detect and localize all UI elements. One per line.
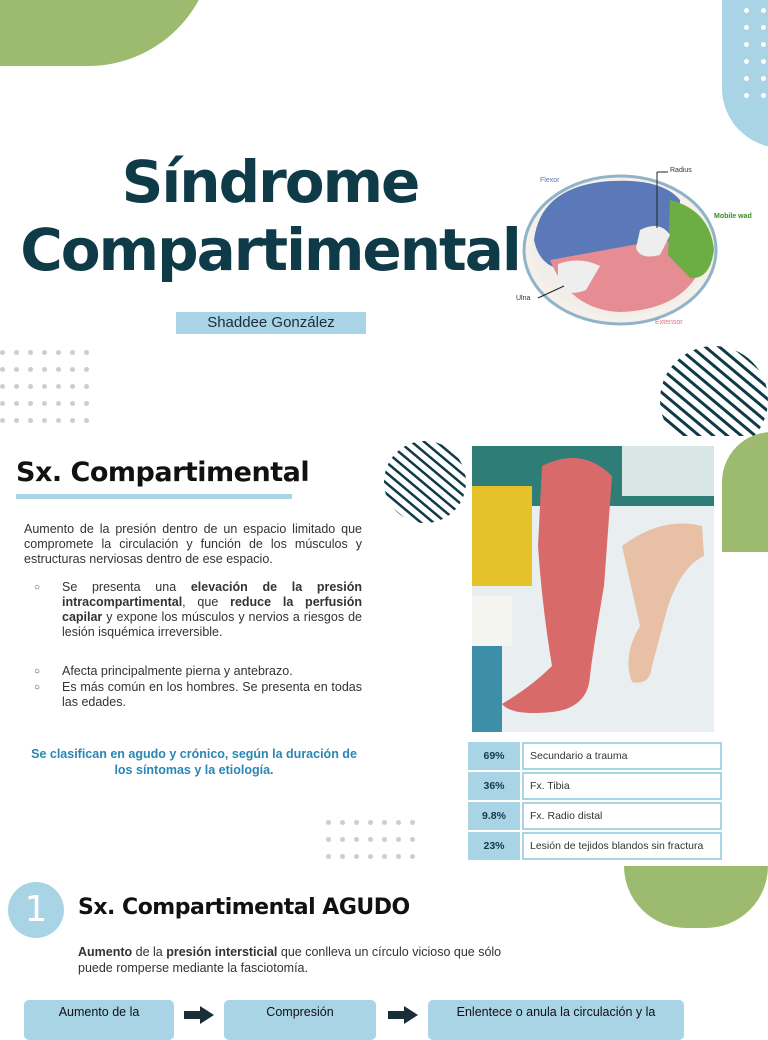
flow-step-1: Aumento de la xyxy=(24,1000,174,1040)
flow-arrow-icon xyxy=(388,1006,418,1024)
stat-description: Fx. Radio distal xyxy=(522,802,722,830)
decor-dots-center xyxy=(326,820,415,859)
table-row xyxy=(468,772,722,800)
title-line-2: Compartimental xyxy=(20,216,520,284)
table-row xyxy=(468,802,722,830)
decor-striped-circle-right xyxy=(660,346,768,436)
stats-table xyxy=(466,740,724,862)
decor-green-blob-top-left xyxy=(0,0,214,66)
bullet-item-3: ○ Es más común en los hombres. Se presenta en todas las edades. xyxy=(62,680,362,710)
decor-green-half-circle-bottom-right xyxy=(624,866,768,928)
author-name: Shaddee González xyxy=(176,312,366,334)
section-title-underline xyxy=(16,494,292,499)
classification-note: Se clasifican en agudo y crónico, según la duración de los síntomas y la etiología. xyxy=(31,747,357,777)
stat-description: Fx. Tibia xyxy=(522,772,722,800)
stat-percentage: 69% xyxy=(468,742,520,770)
stat-percentage: 9.8% xyxy=(468,802,520,830)
label-extensor: Extensor xyxy=(655,319,683,326)
decor-striped-circle-mid xyxy=(384,441,466,523)
acute-section-title: Sx. Compartimental AGUDO xyxy=(78,895,410,920)
acute-section-description: Aumento de la presión intersticial que conlleva un círculo vicioso que sólo puede romperse mediante la fasciotomía. xyxy=(78,945,502,975)
flow-arrow-icon xyxy=(184,1006,214,1024)
decor-green-pill-right xyxy=(722,432,768,552)
bullet-item-2: ○ Afecta principalmente pierna y antebrazo. xyxy=(62,664,362,679)
stat-description: Lesión de tejidos blandos sin fractura xyxy=(522,832,722,860)
flow-step-3: Enlentece o anula la circulación y la xyxy=(428,1000,684,1040)
label-radius: Radius xyxy=(670,167,692,174)
section-number-badge: 1 xyxy=(8,882,64,938)
decor-dots-top-right xyxy=(744,8,766,98)
forearm-cross-section-diagram xyxy=(510,160,760,330)
label-ulna: Ulna xyxy=(516,295,531,302)
label-flexor: Flexor xyxy=(540,177,560,184)
table-row xyxy=(468,832,722,860)
stat-percentage: 23% xyxy=(468,832,520,860)
stat-description: Secundario a trauma xyxy=(522,742,722,770)
label-mobile-wad: Mobile wad xyxy=(714,213,752,220)
bullet-item-1: ○ Se presenta una elevación de la presión intracompartimental, que reduce la perfusión capilar y expone los músculos y nervios a riesgos de lesión isquémica irreversible. xyxy=(62,580,362,640)
section-title: Sx. Compartimental xyxy=(16,457,310,488)
section-intro: Aumento de la presión dentro de un espacio limitado que compromete la circulación y función de los músculos y estructuras nerviosas dentro de ese espacio. xyxy=(24,522,362,566)
flow-step-2: Compresión xyxy=(224,1000,376,1040)
table-row xyxy=(468,742,722,770)
stat-percentage: 36% xyxy=(468,772,520,800)
page-title xyxy=(20,148,520,284)
leg-photo xyxy=(472,446,714,732)
decor-dots-left xyxy=(0,350,89,423)
title-line-1: Síndrome xyxy=(121,148,419,216)
leg-photo-illustration xyxy=(472,446,714,732)
